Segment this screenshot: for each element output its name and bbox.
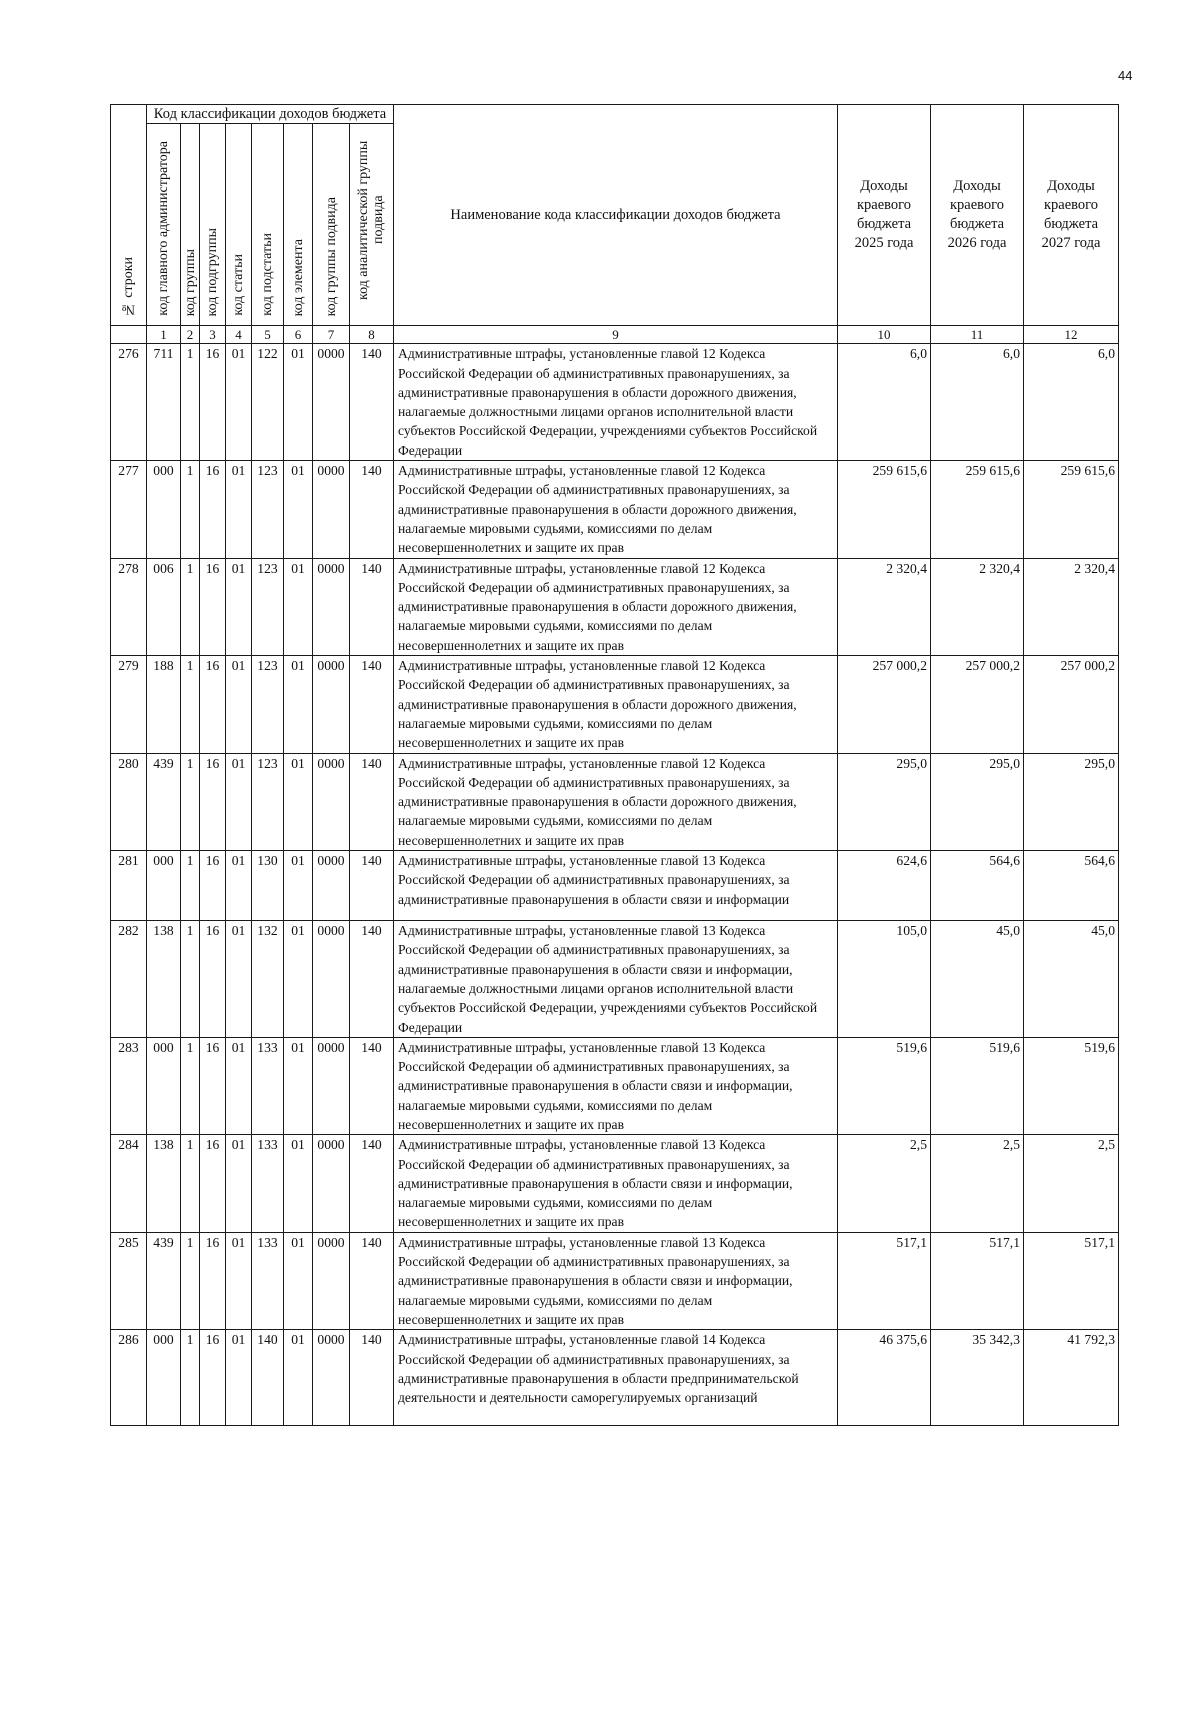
column-number: 4 — [226, 326, 252, 344]
element-code-cell: 01 — [284, 656, 313, 753]
group-code-cell: 1 — [181, 1037, 200, 1134]
analytic-group-code-header: код аналитической группы подвида — [350, 124, 394, 326]
article-code-cell: 01 — [226, 558, 252, 655]
article-code-cell: 01 — [226, 1135, 252, 1232]
article-code-cell: 01 — [226, 851, 252, 921]
income-2027-cell: 2,5 — [1024, 1135, 1119, 1232]
group-code-cell: 1 — [181, 1135, 200, 1232]
row-number-cell: 284 — [111, 1135, 147, 1232]
income-2025-cell: 519,6 — [838, 1037, 931, 1134]
element-code-header: код элемента — [284, 124, 313, 326]
row-number-cell: 280 — [111, 753, 147, 850]
subgroup-code-cell: 16 — [200, 753, 226, 850]
element-code-cell: 01 — [284, 1232, 313, 1329]
article-code-cell: 01 — [226, 656, 252, 753]
article-code-cell: 01 — [226, 1037, 252, 1134]
column-number: 8 — [350, 326, 394, 344]
name-cell: Административные штрафы, установленные главой 12 Кодекса Российской Федерации об административных правонарушениях, за административные правонарушения в области дорожного движения, налагаемые должностными лицами органов исполнительной власти субъектов Российской Федерации, учреждениями субъектов Российской Федерации — [394, 344, 838, 461]
name-cell: Административные штрафы, установленные главой 12 Кодекса Российской Федерации об административных правонарушениях, за административные правонарушения в области дорожного движения, налагаемые мировыми судьями, комиссиями по делам несовершеннолетних и защите их прав — [394, 461, 838, 558]
subtype-group-code-cell: 0000 — [313, 461, 350, 558]
table-row — [111, 851, 1119, 921]
row-number-cell: 283 — [111, 1037, 147, 1134]
admin-code-header: код главного администратора — [147, 124, 181, 326]
income-2025-cell: 624,6 — [838, 851, 931, 921]
article-code-cell: 01 — [226, 1232, 252, 1329]
subgroup-code-cell: 16 — [200, 344, 226, 461]
analytic-group-code-cell: 140 — [350, 656, 394, 753]
admin-code-cell: 138 — [147, 1135, 181, 1232]
analytic-group-code-cell: 140 — [350, 1330, 394, 1426]
name-cell: Административные штрафы, установленные главой 13 Кодекса Российской Федерации об административных правонарушениях, за административные правонарушения в области связи и информации, налагаемые мировыми судьями, комиссиями по делам несовершеннолетних и защите их прав — [394, 1135, 838, 1232]
income-2026-cell: 35 342,3 — [931, 1330, 1024, 1426]
income-2027-cell: 295,0 — [1024, 753, 1119, 850]
row-number-cell: 276 — [111, 344, 147, 461]
income-2026-cell: 2 320,4 — [931, 558, 1024, 655]
income-2026-cell: 519,6 — [931, 1037, 1024, 1134]
column-number: 1 — [147, 326, 181, 344]
admin-code-cell: 439 — [147, 1232, 181, 1329]
name-header: Наименование кода классификации доходов бюджета — [394, 105, 838, 326]
row-number-cell: 282 — [111, 921, 147, 1038]
analytic-group-code-cell: 140 — [350, 1135, 394, 1232]
income-2025-cell: 105,0 — [838, 921, 931, 1038]
element-code-cell: 01 — [284, 753, 313, 850]
column-number-row — [111, 326, 1119, 344]
admin-code-cell: 138 — [147, 921, 181, 1038]
income-2027-cell: 45,0 — [1024, 921, 1119, 1038]
table-row — [111, 558, 1119, 655]
subarticle-code-header: код подстатьи — [252, 124, 284, 326]
column-number: 5 — [252, 326, 284, 344]
name-cell: Административные штрафы, установленные главой 13 Кодекса Российской Федерации об административных правонарушениях, за административные правонарушения в области связи и информации — [394, 851, 838, 921]
income-2026-cell: 6,0 — [931, 344, 1024, 461]
subgroup-code-cell: 16 — [200, 461, 226, 558]
article-code-cell: 01 — [226, 344, 252, 461]
subgroup-code-header: код подгруппы — [200, 124, 226, 326]
income-2025-cell: 259 615,6 — [838, 461, 931, 558]
subtype-group-code-cell: 0000 — [313, 753, 350, 850]
subarticle-code-cell: 133 — [252, 1232, 284, 1329]
subgroup-code-cell: 16 — [200, 1135, 226, 1232]
group-code-cell: 1 — [181, 851, 200, 921]
analytic-group-code-cell: 140 — [350, 461, 394, 558]
subgroup-code-cell: 16 — [200, 921, 226, 1038]
income-2026-cell: 45,0 — [931, 921, 1024, 1038]
subtype-group-code-cell: 0000 — [313, 1232, 350, 1329]
subarticle-code-cell: 132 — [252, 921, 284, 1038]
admin-code-cell: 000 — [147, 851, 181, 921]
group-code-cell: 1 — [181, 558, 200, 655]
subtype-group-code-cell: 0000 — [313, 656, 350, 753]
table-row — [111, 921, 1119, 1038]
element-code-cell: 01 — [284, 344, 313, 461]
analytic-group-code-cell: 140 — [350, 753, 394, 850]
article-code-cell: 01 — [226, 1330, 252, 1426]
subtype-group-code-cell: 0000 — [313, 558, 350, 655]
table-row — [111, 656, 1119, 753]
income-2027-cell: 257 000,2 — [1024, 656, 1119, 753]
table-row — [111, 1330, 1119, 1426]
subgroup-code-cell: 16 — [200, 851, 226, 921]
element-code-cell: 01 — [284, 1330, 313, 1426]
income-2025-cell: 257 000,2 — [838, 656, 931, 753]
analytic-group-code-cell: 140 — [350, 558, 394, 655]
group-code-cell: 1 — [181, 1232, 200, 1329]
group-code-cell: 1 — [181, 461, 200, 558]
admin-code-cell: 711 — [147, 344, 181, 461]
subgroup-code-cell: 16 — [200, 1330, 226, 1426]
admin-code-cell: 006 — [147, 558, 181, 655]
table-body — [111, 344, 1119, 1426]
income-2025-cell: 46 375,6 — [838, 1330, 931, 1426]
article-code-header: код статьи — [226, 124, 252, 326]
row-number-cell: 286 — [111, 1330, 147, 1426]
analytic-group-code-cell: 140 — [350, 344, 394, 461]
analytic-group-code-cell: 140 — [350, 1232, 394, 1329]
name-cell: Административные штрафы, установленные главой 12 Кодекса Российской Федерации об административных правонарушениях, за административные правонарушения в области дорожного движения, налагаемые мировыми судьями, комиссиями по делам несовершеннолетних и защите их прав — [394, 753, 838, 850]
income-2025-cell: 295,0 — [838, 753, 931, 850]
subtype-group-code-cell: 0000 — [313, 921, 350, 1038]
column-number: 3 — [200, 326, 226, 344]
subgroup-code-cell: 16 — [200, 1232, 226, 1329]
subarticle-code-cell: 140 — [252, 1330, 284, 1426]
column-number: 10 — [838, 326, 931, 344]
subgroup-code-cell: 16 — [200, 656, 226, 753]
table-row — [111, 753, 1119, 850]
admin-code-cell: 439 — [147, 753, 181, 850]
subgroup-code-cell: 16 — [200, 558, 226, 655]
admin-code-cell: 000 — [147, 1330, 181, 1426]
element-code-cell: 01 — [284, 1037, 313, 1134]
column-number: 9 — [394, 326, 838, 344]
income-2027-cell: 519,6 — [1024, 1037, 1119, 1134]
column-number — [111, 326, 147, 344]
income-2027-cell: 259 615,6 — [1024, 461, 1119, 558]
income-2027-cell: 41 792,3 — [1024, 1330, 1119, 1426]
table-row — [111, 344, 1119, 461]
name-cell: Административные штрафы, установленные главой 12 Кодекса Российской Федерации об административных правонарушениях, за административные правонарушения в области дорожного движения, налагаемые мировыми судьями, комиссиями по делам несовершеннолетних и защите их прав — [394, 656, 838, 753]
name-cell: Административные штрафы, установленные главой 14 Кодекса Российской Федерации об административных правонарушениях, за административные правонарушения в области предпринимательской деятельности и деятельности саморегулируемых организаций — [394, 1330, 838, 1426]
element-code-cell: 01 — [284, 558, 313, 655]
column-number: 11 — [931, 326, 1024, 344]
table-row — [111, 1037, 1119, 1134]
income-2026-cell: 2,5 — [931, 1135, 1024, 1232]
analytic-group-code-cell: 140 — [350, 1037, 394, 1134]
table-row — [111, 1135, 1119, 1232]
income-2025-cell: 2,5 — [838, 1135, 931, 1232]
subarticle-code-cell: 130 — [252, 851, 284, 921]
subarticle-code-cell: 123 — [252, 461, 284, 558]
income-2025-cell: 2 320,4 — [838, 558, 931, 655]
subtype-group-code-cell: 0000 — [313, 1330, 350, 1426]
analytic-group-code-cell: 140 — [350, 921, 394, 1038]
subarticle-code-cell: 133 — [252, 1135, 284, 1232]
column-number: 6 — [284, 326, 313, 344]
subtype-group-code-cell: 0000 — [313, 344, 350, 461]
name-cell: Административные штрафы, установленные главой 13 Кодекса Российской Федерации об административных правонарушениях, за административные правонарушения в области связи и информации, налагаемые мировыми судьями, комиссиями по делам несовершеннолетних и защите их прав — [394, 1037, 838, 1134]
subtype-group-code-header: код группы подвида — [313, 124, 350, 326]
subarticle-code-cell: 133 — [252, 1037, 284, 1134]
revenue-table — [110, 104, 1119, 1426]
income-2025-cell: 517,1 — [838, 1232, 931, 1329]
admin-code-cell: 000 — [147, 1037, 181, 1134]
name-cell: Административные штрафы, установленные главой 13 Кодекса Российской Федерации об административных правонарушениях, за административные правонарушения в области связи и информации, налагаемые должностными лицами органов исполнительной власти субъектов Российской Федерации, учреждениями субъектов Российской Федерации — [394, 921, 838, 1038]
income-2025-cell: 6,0 — [838, 344, 931, 461]
table-row — [111, 1232, 1119, 1329]
income-2027-header: Доходы краевого бюджета 2027 года — [1024, 105, 1119, 326]
subarticle-code-cell: 123 — [252, 753, 284, 850]
row-number-header — [111, 105, 147, 326]
element-code-cell: 01 — [284, 851, 313, 921]
row-number-cell: 281 — [111, 851, 147, 921]
row-number-cell: 279 — [111, 656, 147, 753]
page-number: 44 — [1118, 68, 1133, 83]
income-2027-cell: 517,1 — [1024, 1232, 1119, 1329]
element-code-cell: 01 — [284, 461, 313, 558]
column-number: 2 — [181, 326, 200, 344]
income-2027-cell: 2 320,4 — [1024, 558, 1119, 655]
name-cell: Административные штрафы, установленные главой 12 Кодекса Российской Федерации об административных правонарушениях, за административные правонарушения в области дорожного движения, налагаемые мировыми судьями, комиссиями по делам несовершеннолетних и защите их прав — [394, 558, 838, 655]
group-code-cell: 1 — [181, 753, 200, 850]
classification-code-header: Код классификации доходов бюджета — [147, 105, 394, 124]
group-code-cell: 1 — [181, 1330, 200, 1426]
article-code-cell: 01 — [226, 461, 252, 558]
subgroup-code-cell: 16 — [200, 1037, 226, 1134]
income-2025-header: Доходы краевого бюджета 2025 года — [838, 105, 931, 326]
income-2026-cell: 564,6 — [931, 851, 1024, 921]
income-2026-cell: 517,1 — [931, 1232, 1024, 1329]
name-cell: Административные штрафы, установленные главой 13 Кодекса Российской Федерации об административных правонарушениях, за административные правонарушения в области связи и информации, налагаемые мировыми судьями, комиссиями по делам несовершеннолетних и защите их прав — [394, 1232, 838, 1329]
row-number-cell: 278 — [111, 558, 147, 655]
subarticle-code-cell: 122 — [252, 344, 284, 461]
admin-code-cell: 000 — [147, 461, 181, 558]
group-code-cell: 1 — [181, 656, 200, 753]
income-2026-cell: 257 000,2 — [931, 656, 1024, 753]
income-2027-cell: 564,6 — [1024, 851, 1119, 921]
row-number-cell: 285 — [111, 1232, 147, 1329]
analytic-group-code-cell: 140 — [350, 851, 394, 921]
subtype-group-code-cell: 0000 — [313, 1037, 350, 1134]
subtype-group-code-cell: 0000 — [313, 851, 350, 921]
column-number: 12 — [1024, 326, 1119, 344]
article-code-cell: 01 — [226, 921, 252, 1038]
group-code-cell: 1 — [181, 344, 200, 461]
table-row — [111, 461, 1119, 558]
admin-code-cell: 188 — [147, 656, 181, 753]
group-code-header: код группы — [181, 124, 200, 326]
column-number: 7 — [313, 326, 350, 344]
group-code-cell: 1 — [181, 921, 200, 1038]
row-number-cell: 277 — [111, 461, 147, 558]
income-2026-header: Доходы краевого бюджета 2026 года — [931, 105, 1024, 326]
row-number-header-label: № строки — [121, 256, 136, 316]
article-code-cell: 01 — [226, 753, 252, 850]
subtype-group-code-cell: 0000 — [313, 1135, 350, 1232]
element-code-cell: 01 — [284, 1135, 313, 1232]
subarticle-code-cell: 123 — [252, 558, 284, 655]
element-code-cell: 01 — [284, 921, 313, 1038]
income-2027-cell: 6,0 — [1024, 344, 1119, 461]
income-2026-cell: 295,0 — [931, 753, 1024, 850]
income-2026-cell: 259 615,6 — [931, 461, 1024, 558]
subarticle-code-cell: 123 — [252, 656, 284, 753]
